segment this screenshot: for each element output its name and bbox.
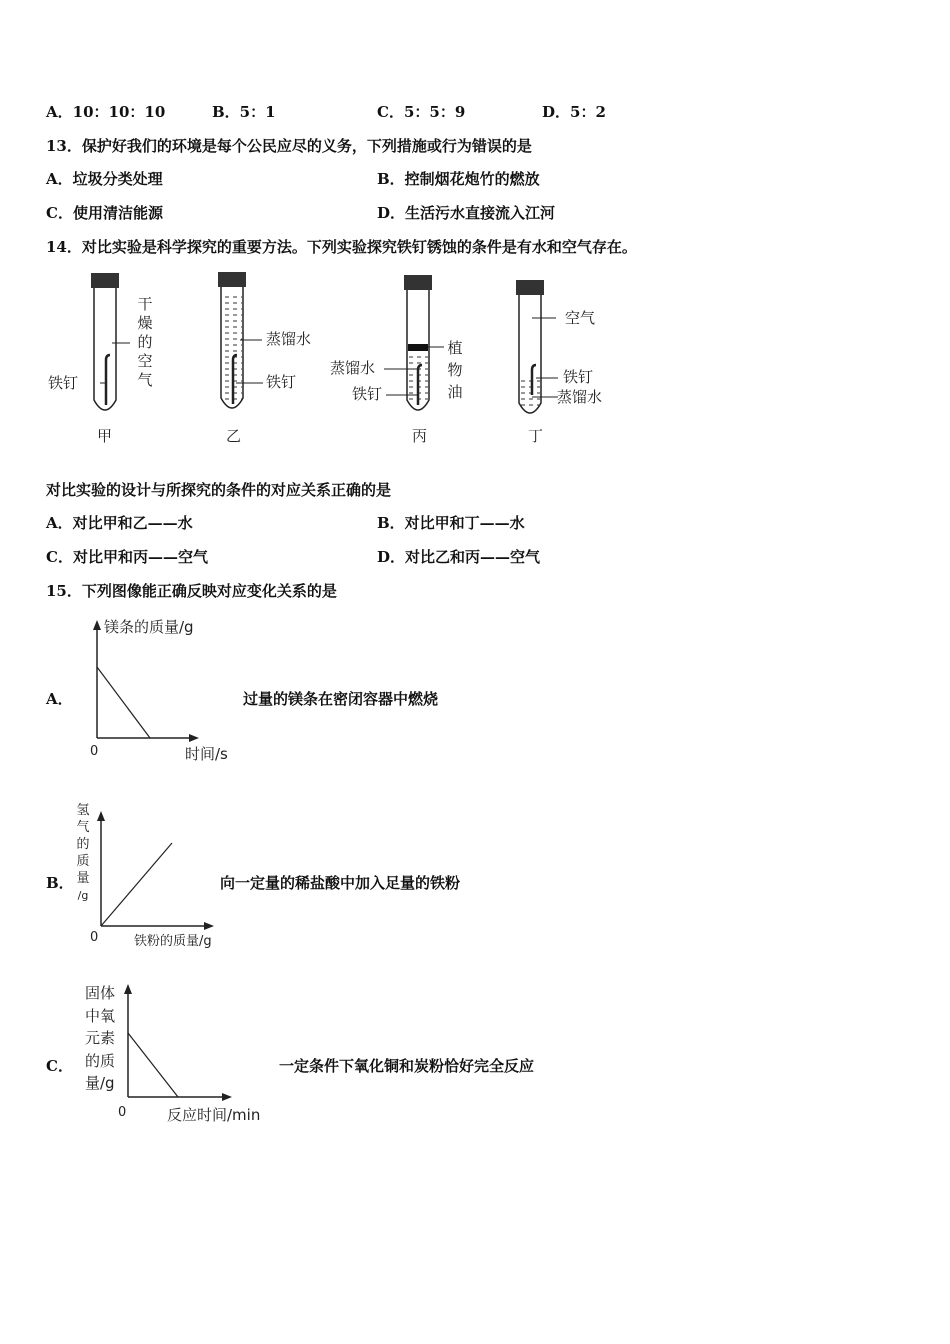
bing-oil-label: 植 物 油 bbox=[447, 339, 463, 401]
q13-stem: 13．保护好我们的环境是每个公民应尽的义务，下列措施或行为错误的是 bbox=[46, 137, 532, 155]
graph-a bbox=[93, 620, 199, 742]
q15-stem: 15．下列图像能正确反映对应变化关系的是 bbox=[46, 582, 337, 600]
bing-water-label: 蒸馏水 bbox=[330, 359, 376, 377]
ding-water-label: 蒸馏水 bbox=[557, 388, 603, 406]
q12-option-b: B．5：1 bbox=[212, 103, 276, 121]
q12-option-c: C．5：5：9 bbox=[377, 103, 466, 121]
q13-option-c: C．使用清洁能源 bbox=[46, 204, 163, 222]
ding-air-label: 空气 bbox=[565, 309, 596, 327]
tube-yi bbox=[218, 272, 263, 408]
q12-option-a: A．10：10：10 bbox=[46, 103, 166, 121]
yi-nail-label: 铁钉 bbox=[266, 373, 297, 391]
q15-option-c-letter: C． bbox=[46, 1057, 73, 1075]
q14-option-a: A．对比甲和乙——水 bbox=[46, 514, 193, 532]
jia-nail-label: 铁钉 bbox=[48, 374, 79, 392]
q15-option-a-desc: 过量的镁条在密闭容器中燃烧 bbox=[243, 690, 439, 708]
q15-option-a-letter: A． bbox=[46, 690, 73, 708]
graph-b-line bbox=[101, 843, 172, 926]
graph-a-origin: 0 bbox=[90, 744, 99, 759]
graph-a-line bbox=[97, 667, 150, 738]
q13-option-a: A．垃圾分类处理 bbox=[46, 170, 163, 188]
q15-option-b-letter: B． bbox=[46, 874, 74, 892]
q13-option-d: D．生活污水直接流入江河 bbox=[377, 204, 556, 222]
nail-jia bbox=[106, 355, 110, 405]
bing-nail-label: 铁钉 bbox=[352, 385, 383, 403]
q12-option-d: D．5：2 bbox=[542, 103, 606, 121]
ding-nail-label: 铁钉 bbox=[563, 368, 594, 386]
q15-option-c-desc: 一定条件下氧化铜和炭粉恰好完全反应 bbox=[279, 1057, 535, 1075]
jia-name: 甲 bbox=[97, 427, 113, 445]
q15-option-b-desc: 向一定量的稀盐酸中加入足量的铁粉 bbox=[220, 874, 461, 892]
yi-water-label: 蒸馏水 bbox=[266, 330, 312, 348]
q13-option-b: B．控制烟花炮竹的燃放 bbox=[377, 170, 540, 188]
oil-layer bbox=[408, 344, 428, 351]
graph-c-ylabel: 固体 中氧 元素 的质 量/g bbox=[85, 984, 116, 1092]
graph-c-line bbox=[128, 1033, 178, 1097]
q14-option-c: C．对比甲和丙——空气 bbox=[46, 548, 208, 566]
tube-jia bbox=[91, 273, 130, 410]
graph-a-xlabel: 时间/s bbox=[185, 745, 228, 763]
q14-question: 对比实验的设计与所探究的条件的对应关系正确的是 bbox=[46, 481, 392, 499]
graph-b-origin: 0 bbox=[90, 930, 99, 945]
bing-name: 丙 bbox=[412, 427, 428, 445]
graph-a-ylabel: 镁条的质量/g bbox=[104, 618, 194, 636]
ding-name: 丁 bbox=[528, 427, 544, 445]
graph-c bbox=[124, 984, 232, 1101]
graph-b-xlabel: 铁粉的质量/g bbox=[134, 934, 212, 949]
graph-b-ylabel: 氢 气 的 质 量 /g bbox=[76, 803, 90, 902]
q14-option-b: B．对比甲和丁——水 bbox=[377, 514, 525, 532]
yi-name: 乙 bbox=[226, 427, 242, 445]
tube-bing bbox=[384, 275, 444, 410]
jia-air-label: 干 燥 的 空 气 bbox=[137, 295, 153, 389]
graph-b bbox=[97, 811, 214, 930]
graph-c-origin: 0 bbox=[118, 1105, 127, 1120]
tube-ding bbox=[516, 280, 558, 413]
q14-option-d: D．对比乙和丙——空气 bbox=[377, 548, 541, 566]
q14-stem: 14．对比实验是科学探究的重要方法。下列实验探究铁钉锈蚀的条件是有水和空气存在。 bbox=[46, 238, 637, 256]
graph-c-xlabel: 反应时间/min bbox=[167, 1106, 261, 1124]
